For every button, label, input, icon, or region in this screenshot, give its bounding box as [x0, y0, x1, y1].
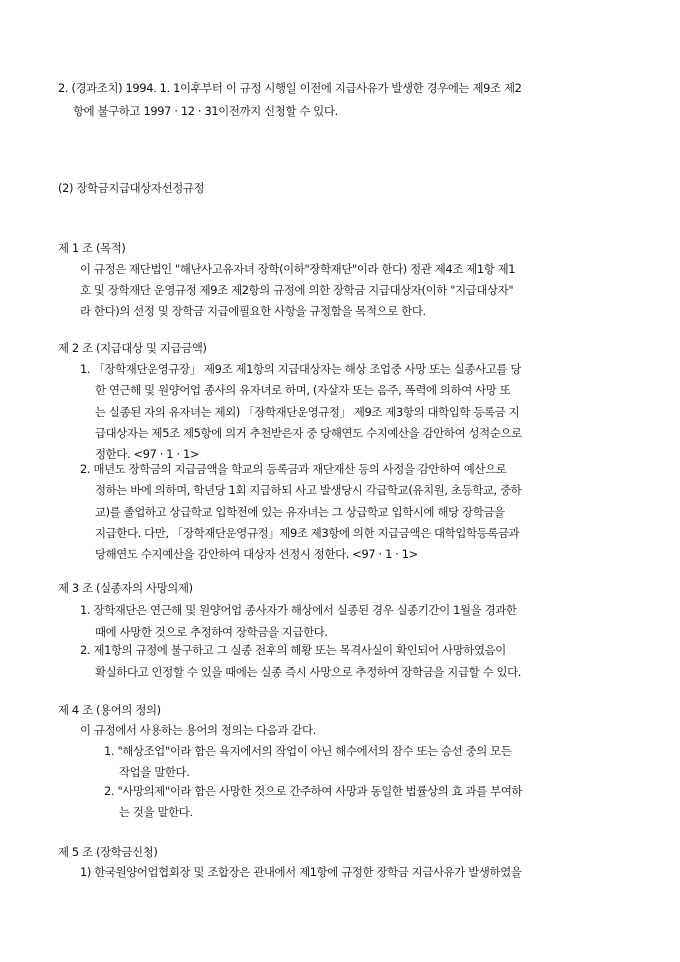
article-4-heading: 제 4 조 (용어의 정의)	[58, 703, 161, 717]
text-line: 때에 사망한 것으로 추정하여 장학금을 지급한다.	[95, 624, 328, 639]
text-line: 이 규정은 재단법인 "해난사고유자녀 장학(이하"장학재단"이라 한다) 정관 제4조 제1항 제1	[80, 262, 516, 276]
text-line: 급대상자는 제5조 제5항에 의거 추천받은자 중 당해연도 수지예산을 감안하여 성적순으로	[95, 425, 522, 440]
text-line: 2. 제1항의 규정에 불구하고 그 실종 전후의 해황 또는 목격사실이 확인되어 사망하였음이	[80, 643, 506, 657]
text-line: 2. 매년도 장학금의 지급금액을 학교의 등록금과 재단재산 등의 사정을 감안하여 예산으로	[80, 462, 507, 476]
article-4-item-1	[104, 741, 512, 783]
article-2-heading: 제 2 조 (지급대상 및 지급금액)	[58, 341, 207, 355]
text-line: 한 연근해 및 원양어업 종사의 유자녀로 하며, (자살자 또는 음주, 폭력에 의하여 사망 또	[95, 383, 511, 398]
text-line: 라 한다)의 선정 및 장학금 지급에필요한 사항을 규정함을 목적으로 한다.	[80, 304, 426, 318]
article-1-heading: 제 1 조 (목적)	[58, 241, 126, 255]
text-line: 항에 불구하고 1997 · 12 · 31이전까지 신청할 수 있다.	[73, 104, 338, 118]
section-title: (2) 장학금지급대상자선정규정	[58, 181, 205, 195]
text-line: 1) 한국원양어업협회장 및 조합장은 관내에서 제1항에 규정한 장학금 지급사유가 발생하였을	[80, 865, 522, 879]
text-line: 는 실종된 자의 유자녀는 제외) 「장학재단운영규정」 제9조 제3항의 대학입학 등록금 지	[95, 404, 520, 419]
article-3-item-2	[80, 640, 521, 683]
article-5-item-1	[80, 862, 522, 884]
article-4-item-2	[104, 781, 522, 823]
article-2-item-2	[80, 459, 521, 565]
text-line: 당해연도 수지예산을 감안하여 대상자 선정시 정한다. <97 · 1 · 1>	[95, 547, 418, 562]
text-line: 2. (경과조치) 1994. 1. 1이후부터 이 규정 시행일 이전에 지급사유가 발생한 경우에는 제9조 제2	[58, 81, 522, 95]
article-5-heading: 제 5 조 (장학금신청)	[58, 845, 158, 859]
text-line: 작업을 말한다.	[119, 765, 190, 779]
text-line: 지급한다. 다만, 「장학재단운영규정」제9조 제3항에 의한 지급금액은 대학입학등록금과	[95, 525, 520, 540]
article-3-heading: 제 3 조 (실종자의 사망의제)	[58, 581, 193, 595]
article-4-intro: 이 규정에서 사용하는 용어의 정의는 다음과 같다.	[80, 723, 316, 737]
text-line: 호 및 장학재단 운영규정 제9조 제2항의 규정에 의한 장학금 지급대상자(이하 "지급대상자"	[80, 283, 514, 297]
text-line: 정한다. <97 · 1 · 1>	[95, 447, 200, 462]
text-line: 정하는 바에 의하며, 학년당 1회 지급하되 사고 발생당시 각급학교(유치원, 초등학교, 중하	[95, 483, 522, 498]
article-3-item-1	[80, 600, 517, 643]
text-line: 1. 「장학재단운영규장」 제9조 제1항의 지급대상자는 해상 조업중 사망 또는 실종사고를 당	[80, 362, 521, 376]
article-1-body	[80, 259, 515, 322]
text-line: 확실하다고 인정할 수 있을 때에는 실종 즉시 사망으로 추정하여 장학금을 지급할 수 있다.	[95, 664, 522, 679]
text-line: 1. 장학재단은 연근해 및 원양어업 종사자가 해상에서 실종된 경우 실종기간이 1월을 경과한	[80, 603, 517, 617]
text-line: 2. "사망의제"이라 함은 사망한 것으로 간주하여 사망과 동일한 법률상의 효 과를 부여하	[104, 784, 523, 798]
text-line: 교)를 졸업하고 상급학교 입학전에 있는 유자녀는 그 상급학교 입학시에 해당 장학금을	[95, 504, 505, 519]
supplement-item-2	[58, 77, 522, 123]
article-2-item-1	[80, 359, 522, 465]
text-line: 1. "해상조업"이라 함은 육지에서의 작업이 아닌 해수에서의 잠수 또는 승선 중의 모든	[104, 744, 512, 758]
text-line: 는 것을 말한다.	[119, 805, 193, 819]
